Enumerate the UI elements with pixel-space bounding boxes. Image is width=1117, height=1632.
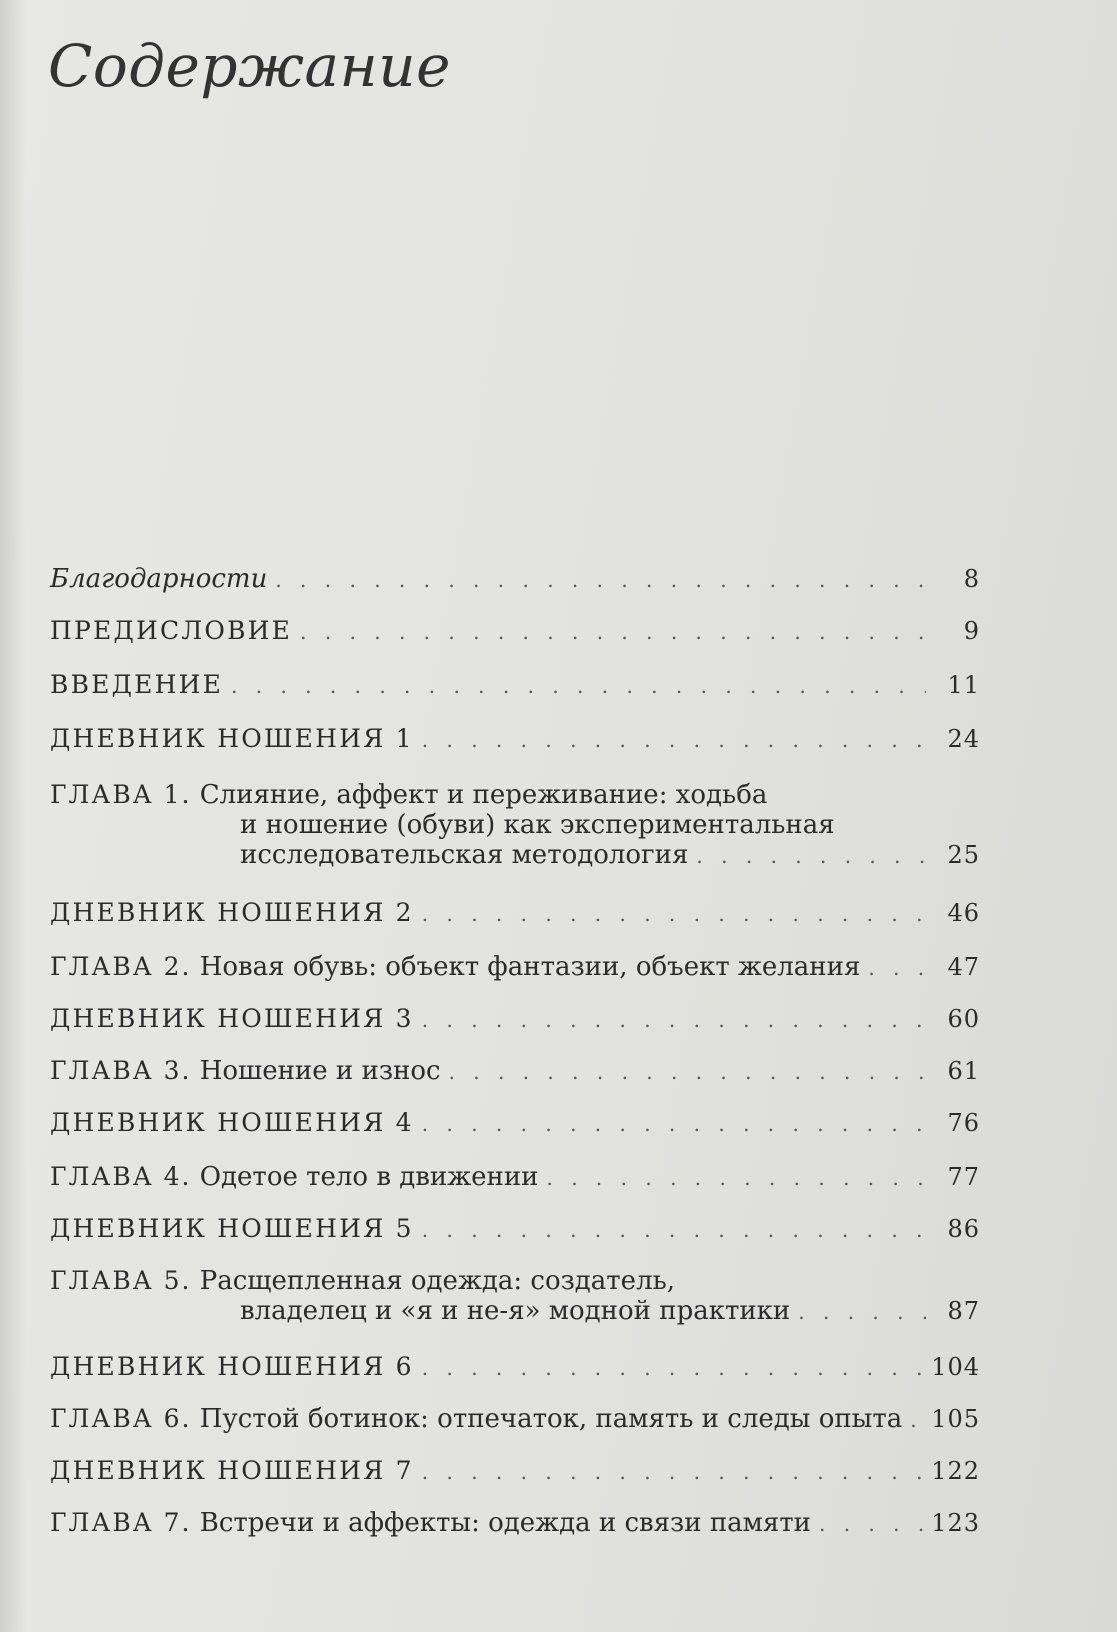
- chapter-title-line: Пустой ботинок: отпечаток, память и следы опыта: [199, 1404, 903, 1434]
- dot-leader: [798, 1297, 926, 1327]
- chapter-number: ГЛАВА 5.: [50, 1266, 192, 1295]
- dot-leader: [422, 1215, 926, 1245]
- toc-entry-label: ДНЕВНИК НОШЕНИЯ 2: [50, 898, 414, 927]
- toc-page-number: 46: [947, 899, 980, 927]
- toc-page-number: 9: [963, 617, 980, 645]
- chapter-title-line: Слияние, аффект и переживание: ходьба: [199, 780, 768, 810]
- toc-page-number: 86: [947, 1215, 980, 1243]
- toc-page-number: 104: [931, 1353, 980, 1381]
- dot-leader: [696, 841, 926, 871]
- toc-entry-diary-7[interactable]: [50, 1456, 980, 1487]
- toc-entry-introduction[interactable]: [50, 670, 980, 701]
- toc-page-number: 105: [931, 1405, 980, 1433]
- toc-page-number: 24: [947, 725, 980, 753]
- page-title: Содержание: [48, 32, 451, 100]
- toc-page-number: 8: [963, 565, 980, 593]
- dot-leader: [422, 1109, 926, 1139]
- toc-page-number: 25: [947, 841, 980, 869]
- chapter-number: ГЛАВА 7.: [50, 1508, 192, 1537]
- chapter-number: ГЛАВА 3.: [50, 1056, 192, 1085]
- dot-leader: [910, 1405, 923, 1435]
- chapter-title-line: и ношение (обуви) как экспериментальная: [240, 810, 835, 840]
- chapter-title-line: владелец и «я и не-я» модной практики: [240, 1296, 791, 1326]
- toc-entry-acknowledgements[interactable]: [50, 564, 980, 595]
- toc-entry-chapter-6[interactable]: [50, 1404, 980, 1435]
- toc-page-number: 123: [931, 1509, 980, 1537]
- toc-entry-label: ДНЕВНИК НОШЕНИЯ 4: [50, 1108, 414, 1137]
- toc-page-number: 47: [947, 953, 980, 981]
- toc-page-number: 87: [947, 1297, 980, 1325]
- chapter-number: ГЛАВА 1.: [50, 780, 192, 809]
- toc-entry-chapter-1[interactable]: [50, 780, 980, 871]
- toc-entry-chapter-5[interactable]: [50, 1266, 980, 1327]
- dot-leader: [547, 1163, 927, 1193]
- toc-entry-diary-6[interactable]: [50, 1352, 980, 1383]
- chapter-number: ГЛАВА 6.: [50, 1404, 192, 1433]
- dot-leader: [275, 565, 926, 595]
- chapter-number: ГЛАВА 4.: [50, 1162, 192, 1191]
- toc-entry-label: ДНЕВНИК НОШЕНИЯ 5: [50, 1214, 414, 1243]
- chapter-title-line: Ношение и износ: [199, 1056, 441, 1086]
- toc-entry-label: ДНЕВНИК НОШЕНИЯ 1: [50, 724, 414, 753]
- dot-leader: [422, 899, 926, 929]
- chapter-title-line: Встречи и аффекты: одежда и связи памяти: [199, 1508, 811, 1538]
- toc-page-number: 61: [947, 1057, 980, 1085]
- toc-page-number: 77: [947, 1163, 980, 1191]
- dot-leader: [422, 1457, 923, 1487]
- toc-page-number: 122: [931, 1457, 980, 1485]
- chapter-title-line: Одетое тело в движении: [199, 1162, 539, 1192]
- toc-page-number: 60: [947, 1005, 980, 1033]
- toc-entry-chapter-3[interactable]: [50, 1056, 980, 1087]
- toc-entry-label: ДНЕВНИК НОШЕНИЯ 3: [50, 1004, 414, 1033]
- toc-entry-diary-5[interactable]: [50, 1214, 980, 1245]
- toc-entry-label: ВВЕДЕНИЕ: [50, 670, 224, 699]
- toc-entry-label: ДНЕВНИК НОШЕНИЯ 7: [50, 1456, 414, 1485]
- toc-entry-chapter-4[interactable]: [50, 1162, 980, 1193]
- dot-leader: [422, 1005, 926, 1035]
- chapter-title-line: Новая обувь: объект фантазии, объект желания: [199, 952, 861, 982]
- dot-leader: [819, 1509, 923, 1539]
- chapter-title-line: Расщепленная одежда: создатель,: [199, 1266, 676, 1296]
- toc-entry-label: ДНЕВНИК НОШЕНИЯ 6: [50, 1352, 414, 1381]
- toc-entry-preface[interactable]: [50, 616, 980, 647]
- toc-entry-label: ПРЕДИСЛОВИЕ: [50, 616, 293, 645]
- toc-entry-label: Благодарности: [50, 564, 268, 594]
- toc-entry-diary-2[interactable]: [50, 898, 980, 929]
- chapter-title-line: исследовательская методология: [240, 840, 689, 870]
- dot-leader: [868, 953, 926, 983]
- toc-page-number: 76: [947, 1109, 980, 1137]
- toc-page-number: 11: [947, 671, 980, 699]
- dot-leader: [449, 1057, 926, 1087]
- dot-leader: [422, 1353, 923, 1383]
- toc-entry-diary-1[interactable]: [50, 724, 980, 755]
- toc-entry-chapter-7[interactable]: [50, 1508, 980, 1539]
- dot-leader: [300, 617, 926, 647]
- toc-entry-diary-3[interactable]: [50, 1004, 980, 1035]
- toc-entry-diary-4[interactable]: [50, 1108, 980, 1139]
- chapter-number: ГЛАВА 2.: [50, 952, 192, 981]
- dot-leader: [422, 725, 926, 755]
- dot-leader: [231, 671, 926, 701]
- toc-entry-chapter-2[interactable]: [50, 952, 980, 983]
